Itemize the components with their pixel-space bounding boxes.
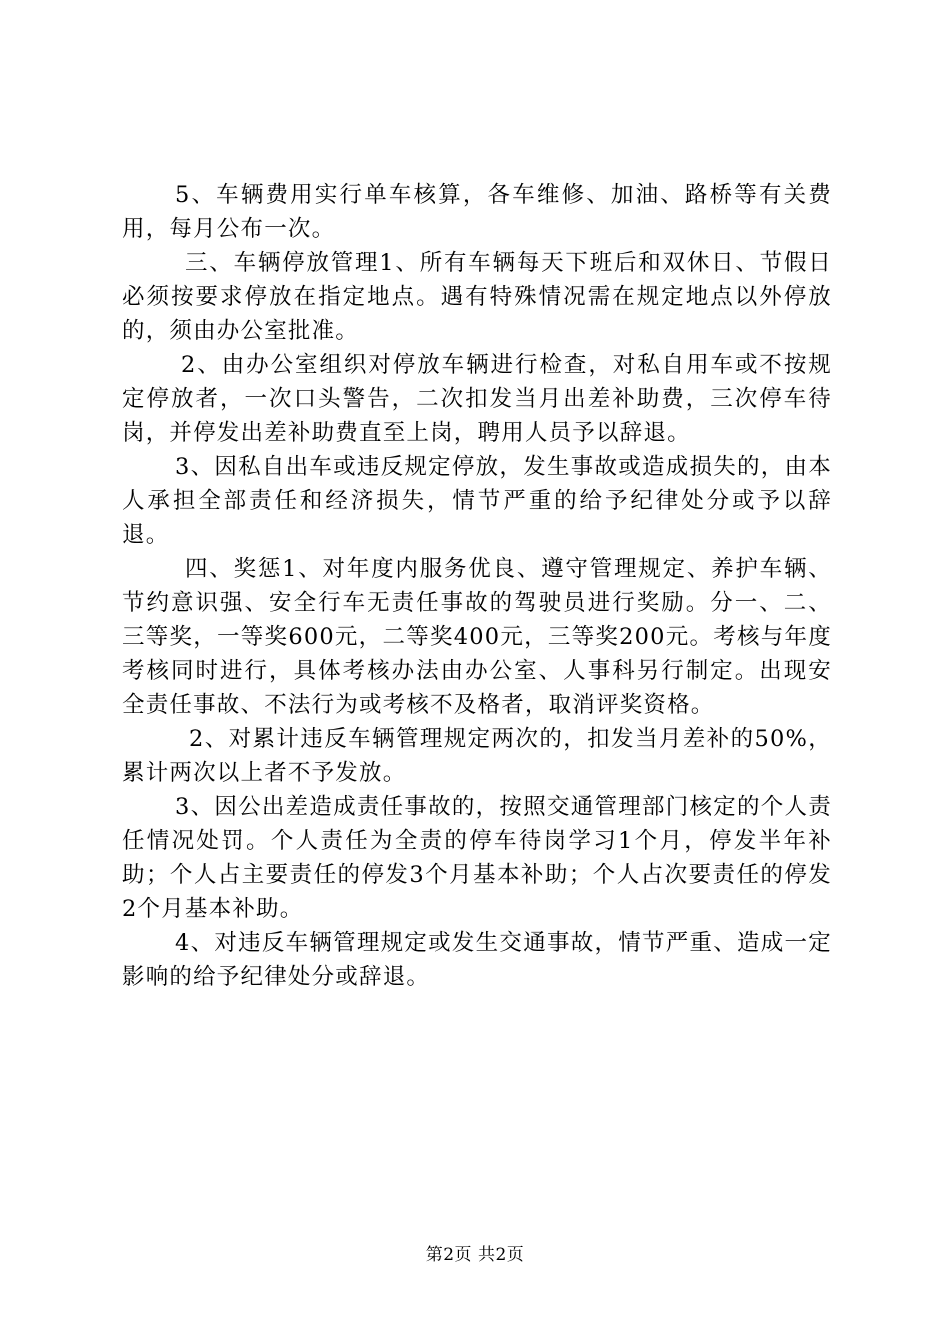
paragraph-rewards-penalties: 四、奖惩1、对年度内服务优良、遵守管理规定、养护车辆、节约意识强、安全行车无责任事故的驾驶员进行奖励。分一、二、三等奖，一等奖600元，二等奖400元，三等奖200元。考核与年度考核同时进行，具体考核办法由办公室、人事科另行制定。出现安全责任事故、不法行为或考核不及格者，取消评奖资格。: [122, 556, 832, 718]
page-indicator: 第2页 共2页: [425, 1245, 525, 1265]
page-footer: [0, 1244, 950, 1266]
paragraph-private-use-liability: 3、因私自出车或违反规定停放，发生事故或造成损失的，由本人承担全部责任和经济损失，情节严重的给予纪律处分或予以辞退。: [122, 454, 832, 548]
paragraph-parking-management: 三、车辆停放管理1、所有车辆每天下班后和双休日、节假日必须按要求停放在指定地点。遇有特殊情况需在规定地点以外停放的，须由办公室批准。: [122, 250, 832, 344]
paragraph-parking-inspection: 2、由办公室组织对停放车辆进行检查，对私自用车或不按规定停放者，一次口头警告，二次扣发当月出差补助费，三次停车待岗，并停发出差补助费直至上岗，聘用人员予以辞退。: [122, 352, 832, 446]
paragraph-repeat-violations: 2、对累计违反车辆管理规定两次的，扣发当月差补的50%，累计两次以上者不予发放。: [122, 726, 832, 786]
paragraph-serious-violations: 4、对违反车辆管理规定或发生交通事故，情节严重、造成一定影响的给予纪律处分或辞退。: [122, 930, 832, 990]
paragraph-business-trip-accidents: 3、因公出差造成责任事故的，按照交通管理部门核定的个人责任情况处罚。个人责任为全责的停车待岗学习1个月，停发半年补助；个人占主要责任的停发3个月基本补助；个人占次要责任的停发2个月基本补助。: [122, 794, 832, 922]
paragraph-vehicle-costs: 5、车辆费用实行单车核算，各车维修、加油、路桥等有关费用，每月公布一次。: [122, 182, 832, 242]
document-body: [122, 178, 832, 994]
